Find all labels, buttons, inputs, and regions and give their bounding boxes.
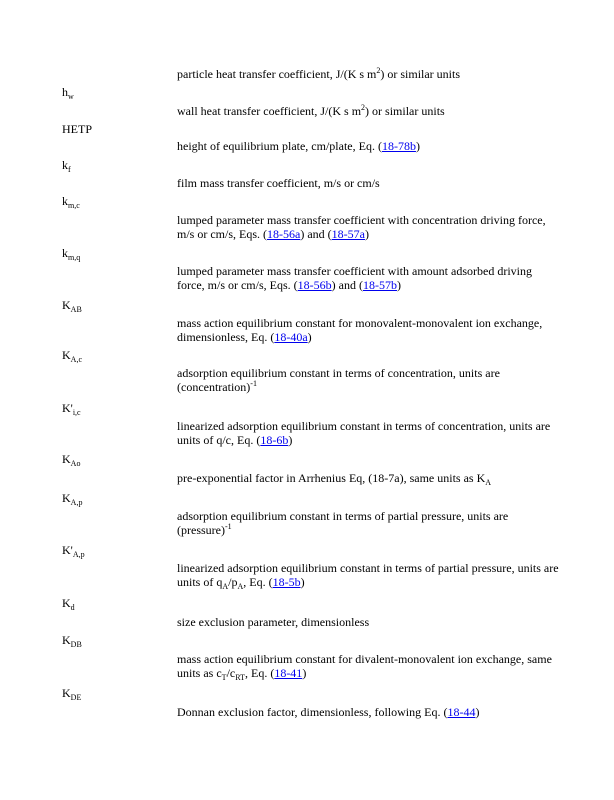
symbol-K-AB: $K_{AB}$ <box>62 298 82 314</box>
definition-K-prime-i-c: linearized adsorption equilibrium constant in terms of concentration, units are units of q/c, Eq. (18-6b) <box>177 419 551 447</box>
definition-k-f: film mass transfer coefficient, m/s or cm/s <box>177 176 380 190</box>
equation-link[interactable]: 18-57a <box>331 227 365 241</box>
equation-link[interactable]: 18-56a <box>267 227 301 241</box>
symbol-K-prime-A-p: $K'_{A,p}$ <box>62 543 85 559</box>
equation-link[interactable]: 18-44 <box>447 705 476 719</box>
definition-k-m-c: lumped parameter mass transfer coefficient with concentration driving force, m/s or cm/s, Eqs. (18-56a) and (18-57a) <box>177 213 546 241</box>
equation-link[interactable]: 18-6b <box>260 433 289 447</box>
definition-K-prime-A-p: linearized adsorption equilibrium constant in terms of partial pressure, units are units of $q_A/p_A$, Eq. (18-5b) <box>177 561 559 591</box>
symbol-K-DE: $K_{DE}$ <box>62 686 82 702</box>
equation-link[interactable]: 18-5b <box>272 575 301 589</box>
equation-link[interactable]: 18-78b <box>381 139 416 153</box>
symbol-K-DB: $K_{DB}$ <box>62 633 82 649</box>
definition-K-Ao: pre-exponential factor in Arrhenius Eq, (18-7a), same units as $K_A$ <box>177 471 492 487</box>
symbol-k-m-q: $k_{m,q}$ <box>62 246 81 262</box>
definition-K-AB: mass action equilibrium constant for monovalent-monovalent ion exchange, dimensionless, Eq. (18-40a) <box>177 316 543 344</box>
symbol-k-f: $k_f$ <box>62 158 71 174</box>
symbol-K-Ao: $K_{Ao}$ <box>62 452 81 468</box>
definition-K-DE: Donnan exclusion factor, dimensionless, following Eq. (18-44) <box>177 705 480 719</box>
definition-h-w: wall heat transfer coefficient, J/(K s $m^2$) or similar units <box>177 103 445 118</box>
equation-link[interactable]: 18-41 <box>274 666 303 680</box>
symbol-K-A-c: $K_{A,c}$ <box>62 348 82 364</box>
definition-K-A-p: adsorption equilibrium constant in terms of partial pressure, units are (pressure)$^{-1}$ <box>177 509 509 537</box>
definition-k-m-q: lumped parameter mass transfer coefficient with amount adsorbed driving force, m/s or cm/s, Eqs. (18-56b) and (18-57b) <box>177 264 532 292</box>
symbol-hetp: HETP <box>62 122 92 136</box>
symbol-K-d: $K_d$ <box>62 596 75 612</box>
equation-link[interactable]: 18-57b <box>362 278 397 292</box>
symbol-k-m-c: $k_{m,c}$ <box>62 194 80 210</box>
equation-link[interactable]: 18-56b <box>297 278 332 292</box>
symbol-h-w: $h_w$ <box>62 85 74 101</box>
symbol-K-prime-i-c: $K'_{i,c}$ <box>62 401 81 417</box>
definition-K-A-c: adsorption equilibrium constant in terms of concentration, units are (concentration)$^{-1}$ <box>177 366 500 394</box>
definition-K-d: size exclusion parameter, dimensionless <box>177 615 370 629</box>
symbol-K-A-p: $K_{A,p}$ <box>62 491 83 507</box>
definition-K-DB: mass action equilibrium constant for divalent-monovalent ion exchange, same units as $c_T/c_{RT}$, Eq. (18-41) <box>177 652 552 682</box>
definition-hetp: height of equilibrium plate, cm/plate, Eq. (18-78b) <box>177 139 420 153</box>
definition-particle-heat-transfer: particle heat transfer coefficient, J/(K s $m^2$) or similar units <box>177 66 461 81</box>
equation-link[interactable]: 18-40a <box>274 330 308 344</box>
